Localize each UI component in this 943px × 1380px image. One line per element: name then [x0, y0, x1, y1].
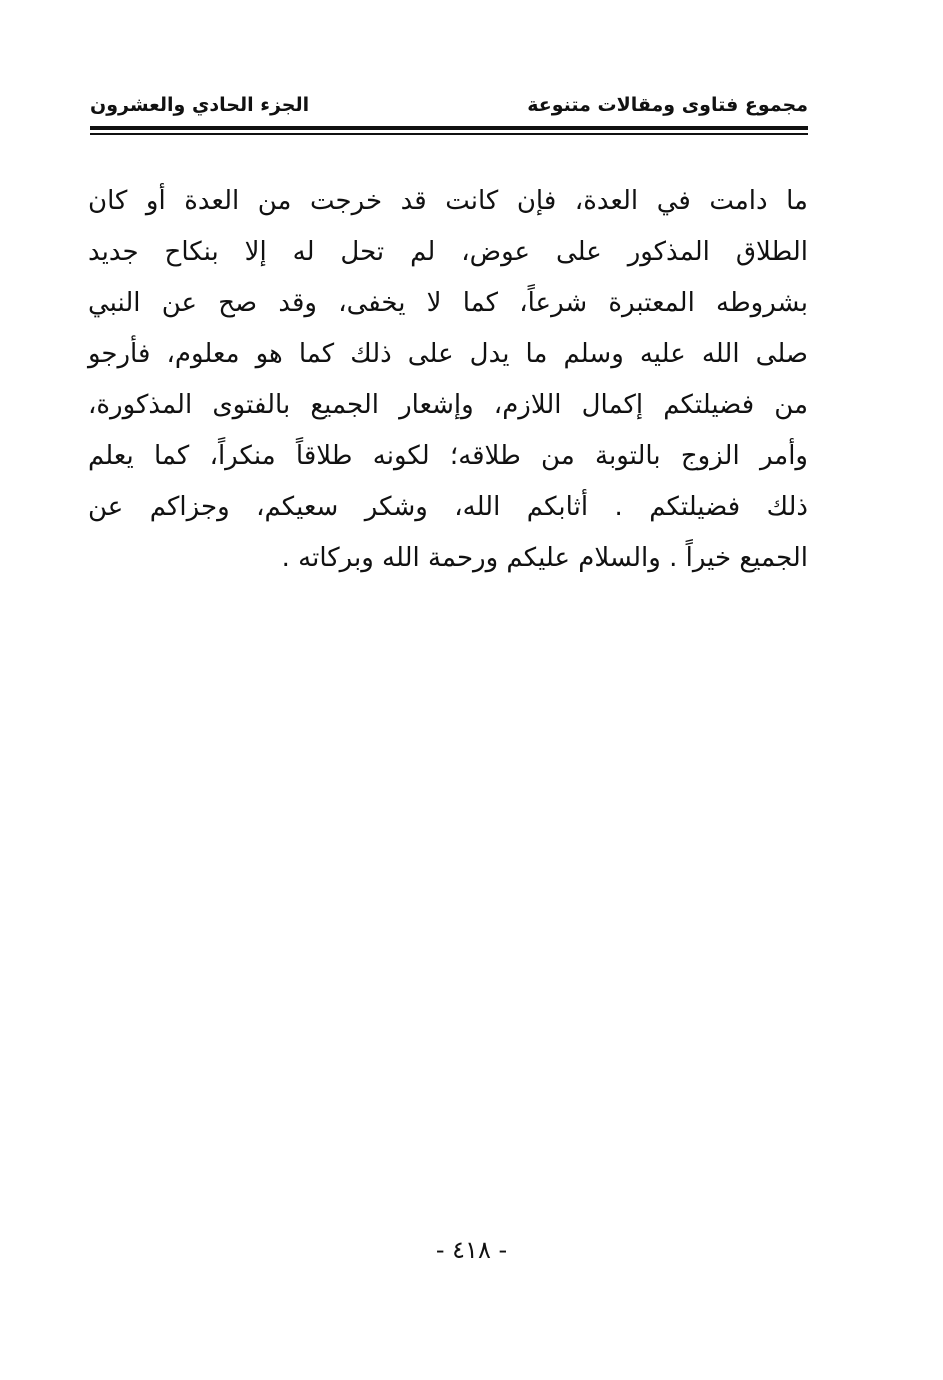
text-line: بشروطه المعتبرة شرعاً، كما لا يخفى، وقد صح عن النبي — [88, 288, 808, 318]
text-line: ما دامت في العدة، فإن كانت قد خرجت من العدة أو كان — [88, 186, 808, 216]
book-title: مجموع فتاوى ومقالات متنوعة — [527, 94, 808, 116]
body-text — [88, 176, 808, 584]
running-header — [90, 90, 808, 126]
text-line: صلى الله عليه وسلم ما يدل على ذلك كما هو معلوم، فأرجو — [88, 339, 808, 369]
text-line: وأمر الزوج بالتوبة من طلاقه؛ لكونه طلاقاً منكراً، كما يعلم — [88, 441, 808, 471]
text-line: الجميع خيراً . والسلام عليكم ورحمة الله وبركاته . — [281, 543, 808, 573]
volume-title: الجزء الحادي والعشرون — [90, 94, 310, 116]
header-rule-thick — [90, 126, 808, 130]
text-line: من فضيلتكم إكمال اللازم، وإشعار الجميع بالفتوى المذكورة، — [88, 390, 808, 420]
text-line: الطلاق المذكور على عوض، لم تحل له إلا بنكاح جديد — [88, 237, 808, 267]
header-rule-thin — [90, 133, 808, 135]
text-line: ذلك فضيلتكم . أثابكم الله، وشكر سعيكم، وجزاكم عن — [88, 492, 808, 522]
page-number: - ٤١٨ - — [435, 1236, 508, 1264]
